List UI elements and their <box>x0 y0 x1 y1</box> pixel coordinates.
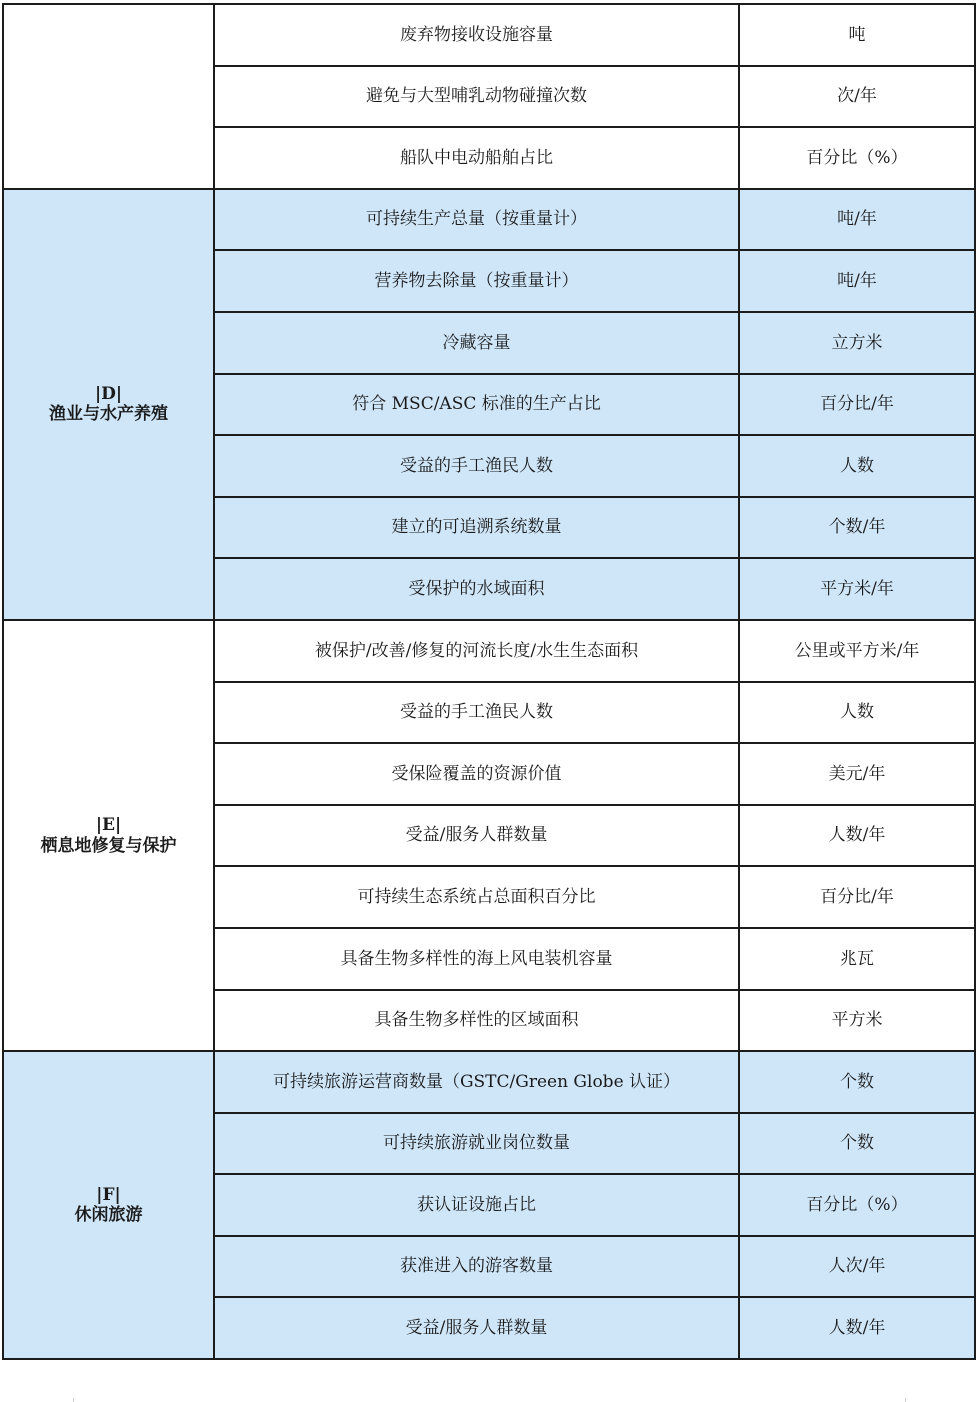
indicator-cell: 受保险覆盖的资源价值 <box>214 743 739 805</box>
category-cell-habitat <box>3 620 214 1051</box>
indicator-table <box>2 3 976 1360</box>
category-code: |F| <box>96 1184 121 1205</box>
unit-cell: 人数/年 <box>739 1297 975 1359</box>
indicator-cell: 具备生物多样性的海上风电装机容量 <box>214 928 739 990</box>
indicator-cell: 被保护/改善/修复的河流长度/水生生态面积 <box>214 620 739 682</box>
table-row <box>3 620 975 682</box>
unit-cell: 人数 <box>739 435 975 497</box>
unit-cell: 个数/年 <box>739 497 975 559</box>
page-edge-mark <box>73 1398 74 1402</box>
indicator-cell: 受益的手工渔民人数 <box>214 682 739 744</box>
indicator-cell: 具备生物多样性的区域面积 <box>214 990 739 1052</box>
unit-cell: 人次/年 <box>739 1236 975 1298</box>
table-row <box>3 4 975 66</box>
indicator-cell: 船队中电动船舶占比 <box>214 127 739 189</box>
category-name: 栖息地修复与保护 <box>40 835 177 856</box>
indicator-cell: 受益的手工渔民人数 <box>214 435 739 497</box>
indicator-cell: 建立的可追溯系统数量 <box>214 497 739 559</box>
category-name: 休闲旅游 <box>74 1205 143 1226</box>
unit-cell: 平方米/年 <box>739 558 975 620</box>
table-row <box>3 189 975 251</box>
indicator-cell: 受益/服务人群数量 <box>214 805 739 867</box>
indicator-cell: 获认证设施占比 <box>214 1174 739 1236</box>
unit-cell: 吨/年 <box>739 189 975 251</box>
indicator-cell: 营养物去除量（按重量计） <box>214 250 739 312</box>
category-code: |E| <box>95 815 122 836</box>
unit-cell: 次/年 <box>739 66 975 128</box>
unit-cell: 美元/年 <box>739 743 975 805</box>
unit-cell: 立方米 <box>739 312 975 374</box>
unit-cell: 兆瓦 <box>739 928 975 990</box>
indicator-cell: 获准进入的游客数量 <box>214 1236 739 1298</box>
category-code: |D| <box>94 383 123 404</box>
unit-cell: 人数/年 <box>739 805 975 867</box>
indicator-cell: 可持续生产总量（按重量计） <box>214 189 739 251</box>
category-cell-fisheries <box>3 189 214 620</box>
indicator-cell: 废弃物接收设施容量 <box>214 4 739 66</box>
indicator-cell: 避免与大型哺乳动物碰撞次数 <box>214 66 739 128</box>
unit-cell: 百分比（%） <box>739 1174 975 1236</box>
unit-cell: 个数 <box>739 1051 975 1113</box>
unit-cell: 个数 <box>739 1113 975 1175</box>
unit-cell: 吨/年 <box>739 250 975 312</box>
indicator-cell: 可持续生态系统占总面积百分比 <box>214 866 739 928</box>
category-cell-continued <box>3 4 214 189</box>
category-name: 渔业与水产养殖 <box>49 404 168 425</box>
indicator-cell: 可持续旅游就业岗位数量 <box>214 1113 739 1175</box>
unit-cell: 人数 <box>739 682 975 744</box>
unit-cell: 百分比（%） <box>739 127 975 189</box>
unit-cell: 百分比/年 <box>739 866 975 928</box>
table-row <box>3 1051 975 1113</box>
category-cell-tourism <box>3 1051 214 1359</box>
indicator-cell: 受益/服务人群数量 <box>214 1297 739 1359</box>
page-edge-mark <box>905 1398 906 1402</box>
indicator-cell: 受保护的水域面积 <box>214 558 739 620</box>
indicator-cell: 可持续旅游运营商数量（GSTC/Green Globe 认证） <box>214 1051 739 1113</box>
indicator-cell: 符合 MSC/ASC 标准的生产占比 <box>214 374 739 436</box>
indicator-cell: 冷藏容量 <box>214 312 739 374</box>
unit-cell: 吨 <box>739 4 975 66</box>
unit-cell: 百分比/年 <box>739 374 975 436</box>
unit-cell: 公里或平方米/年 <box>739 620 975 682</box>
unit-cell: 平方米 <box>739 990 975 1052</box>
